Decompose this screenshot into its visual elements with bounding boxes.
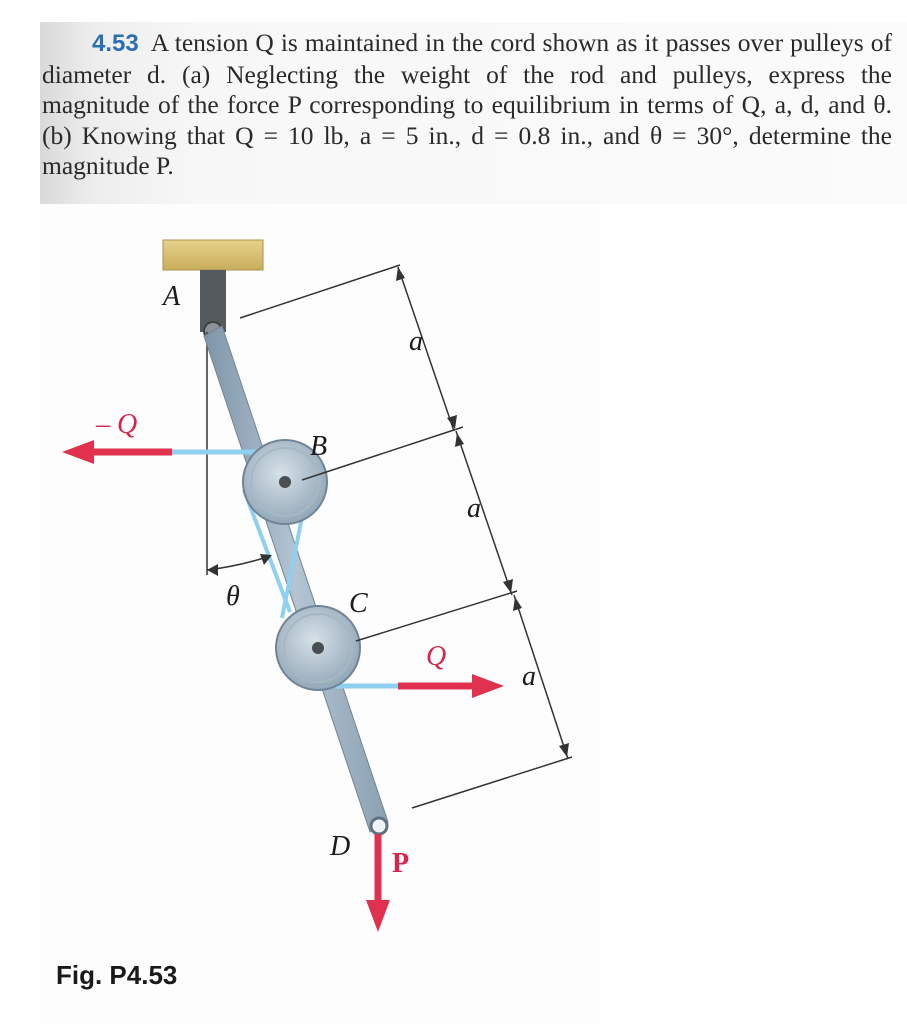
dim-arrow-3a	[513, 597, 522, 611]
dim-arrow-1a	[396, 267, 405, 281]
pulley-b-axle	[279, 476, 291, 488]
label-dim-a-3: a	[522, 661, 536, 692]
dimension-line-2	[456, 431, 512, 595]
label-dim-a-1: a	[409, 326, 423, 357]
label-force-neg-q: – Q	[96, 409, 138, 440]
pin-d	[371, 818, 387, 834]
force-q-arrowhead	[472, 674, 504, 698]
extension-line-a	[240, 265, 400, 318]
rod	[204, 326, 388, 832]
problem-statement: A tension Q is maintained in the cord shown as it passes over pulleys of diameter d. (a) Neglecting the weight of the rod and pulleys, express the magnitude of the force P corresponding to equilibrium in terms of Q, a, d, and θ. (b) Knowing that Q = 10 lb, a = 5 in., d = 0.8 in., and θ = 30°, determine the magnitude P.	[42, 28, 892, 180]
label-d: D	[330, 831, 351, 862]
pulley-c-axle	[312, 642, 324, 654]
force-p-arrowhead	[366, 900, 390, 932]
theta-arrow-left	[207, 564, 218, 576]
label-force-q: Q	[426, 641, 447, 672]
extension-line-d	[412, 757, 572, 808]
dim-arrow-3b	[559, 743, 569, 757]
label-b: B	[310, 431, 328, 462]
label-theta: θ	[226, 581, 240, 612]
dimension-line-1	[398, 267, 454, 431]
figure-caption: Fig. P4.53	[56, 960, 178, 990]
label-c: C	[349, 588, 368, 619]
force-neg-q-arrowhead	[62, 440, 94, 464]
extension-line-c	[356, 591, 517, 641]
label-dim-a-2: a	[467, 493, 481, 524]
dim-arrow-2b	[503, 579, 513, 593]
problem-number: 4.53	[92, 30, 139, 57]
label-force-p: P	[392, 848, 410, 879]
dim-arrow-2a	[455, 433, 464, 447]
ceiling-support	[163, 240, 263, 270]
label-a: A	[163, 281, 181, 312]
